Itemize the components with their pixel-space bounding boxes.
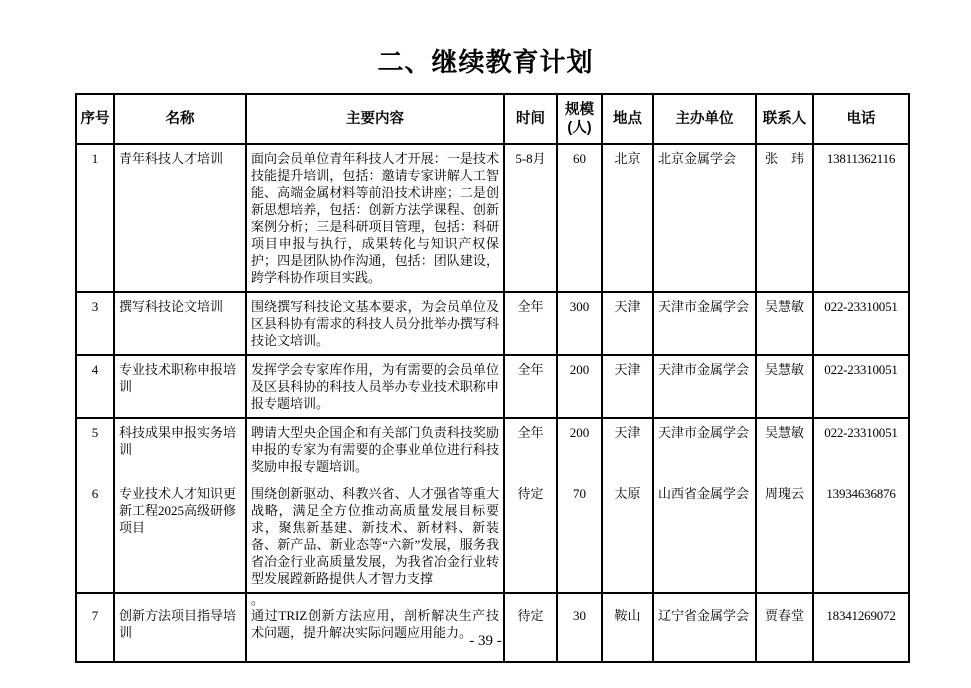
cell-name: 专业技术职称申报培训 bbox=[114, 355, 246, 418]
cell-name: 科技成果申报实务培训 bbox=[114, 418, 246, 480]
cell-contact: 贾春堂 bbox=[756, 593, 813, 662]
cell-content: 面向会员单位青年科技人才开展：一是技术技能提升培训，包括：邀请专家讲解人工智能、高端金属材料等前沿技术讲座；二是创新思想培养，包括：创新方法学课程、创新案例分析；三是科研项目管理，包括：科研项目申报与执行，成果转化与知识产权保护；四是团队协作沟通，包括：团队建设，跨学科协作项目实践。 bbox=[246, 144, 504, 292]
cell-name: 青年科技人才培训 bbox=[114, 144, 246, 292]
cell-content: 发挥学会专家库作用，为有需要的会员单位及区县科协的科技人员举办专业技术职称申报专题培训。 bbox=[246, 355, 504, 418]
cell-no: 4 bbox=[76, 355, 114, 418]
cell-content: 聘请大型央企国企和有关部门负责科技奖励申报的专家为有需要的企事业单位进行科技奖励申报专题培训。 bbox=[246, 418, 504, 480]
table-row bbox=[76, 144, 909, 292]
table-row bbox=[76, 593, 909, 662]
cell-contact: 吴慧敏 bbox=[756, 355, 813, 418]
column-header-content: 主要内容 bbox=[246, 94, 504, 144]
cell-no: 1 bbox=[76, 144, 114, 292]
table-row bbox=[76, 418, 909, 480]
cell-no: 5 bbox=[76, 418, 114, 480]
cell-organizer: 北京金属学会 bbox=[653, 144, 756, 292]
column-header-location: 地点 bbox=[602, 94, 653, 144]
column-header-name: 名称 bbox=[114, 94, 246, 144]
cell-phone: 18341269072 bbox=[813, 593, 909, 662]
cell-location: 天津 bbox=[602, 292, 653, 355]
table-row bbox=[76, 355, 909, 418]
cell-name: 撰写科技论文培训 bbox=[114, 292, 246, 355]
cell-no: 3 bbox=[76, 292, 114, 355]
cell-scale: 70 bbox=[557, 480, 602, 593]
cell-organizer: 天津市金属学会 bbox=[653, 355, 756, 418]
cell-location: 鞍山 bbox=[602, 593, 653, 662]
cell-no: 6 bbox=[76, 480, 114, 593]
cell-name: 专业技术人才知识更新工程2025高级研修项目 bbox=[114, 480, 246, 593]
cell-location: 太原 bbox=[602, 480, 653, 593]
cell-contact: 吴慧敏 bbox=[756, 418, 813, 480]
cell-scale: 300 bbox=[557, 292, 602, 355]
page-title: 二、继续教育计划 bbox=[377, 47, 594, 77]
cell-location: 天津 bbox=[602, 418, 653, 480]
education-plan-table bbox=[75, 93, 910, 663]
cell-scale: 200 bbox=[557, 418, 602, 480]
column-header-time: 时间 bbox=[504, 94, 557, 144]
table-header-row bbox=[76, 94, 909, 144]
cell-phone: 13811362116 bbox=[813, 144, 909, 292]
cell-organizer: 天津市金属学会 bbox=[653, 418, 756, 480]
cell-content: 通过TRIZ创新方法应用，剖析解决生产技术问题，提升解决实际问题应用能力。 。 bbox=[246, 593, 504, 662]
cell-content: 围绕撰写科技论文基本要求，为会员单位及区县科协有需求的科技人员分批举办撰写科技论文培训。 bbox=[246, 292, 504, 355]
cell-scale: 30 bbox=[557, 593, 602, 662]
column-header-phone: 电话 bbox=[813, 94, 909, 144]
cell-content: 围绕创新驱动、科教兴省、人才强省等重大战略，满足全方位推动高质量发展目标要求，聚焦新基建、新技术、新材料、新装备、新产品、新业态等“六新”发展，服务我省冶金行业高质量发展，为我省冶金行业转型发展蹚新路提供人才智力支撑 bbox=[246, 480, 504, 593]
column-header-contact: 联系人 bbox=[756, 94, 813, 144]
page-number: - 39 - bbox=[469, 633, 502, 649]
cell-scale: 200 bbox=[557, 355, 602, 418]
cell-organizer: 辽宁省金属学会 bbox=[653, 593, 756, 662]
cell-time: 待定 bbox=[504, 480, 557, 593]
cell-contact: 张 玮 bbox=[756, 144, 813, 292]
table-row bbox=[76, 480, 909, 593]
cell-no: 7 bbox=[76, 593, 114, 662]
cell-time: 待定 bbox=[504, 593, 557, 662]
cell-time: 全年 bbox=[504, 418, 557, 480]
cell-phone: 022-23310051 bbox=[813, 355, 909, 418]
cell-location: 天津 bbox=[602, 355, 653, 418]
cell-organizer: 天津市金属学会 bbox=[653, 292, 756, 355]
table-row bbox=[76, 292, 909, 355]
cell-phone: 022-23310051 bbox=[813, 292, 909, 355]
cell-contact: 周瑰云 bbox=[756, 480, 813, 593]
column-header-organizer: 主办单位 bbox=[653, 94, 756, 144]
overflow-period: 。 bbox=[251, 593, 265, 607]
column-header-scale: 规模 (人) bbox=[557, 94, 602, 144]
cell-phone: 13934636876 bbox=[813, 480, 909, 593]
column-header-no: 序号 bbox=[76, 94, 114, 144]
cell-time: 全年 bbox=[504, 292, 557, 355]
cell-organizer: 山西省金属学会 bbox=[653, 480, 756, 593]
cell-name: 创新方法项目指导培训 bbox=[114, 593, 246, 662]
cell-time: 全年 bbox=[504, 355, 557, 418]
cell-time: 5-8月 bbox=[504, 144, 557, 292]
cell-contact: 吴慧敏 bbox=[756, 292, 813, 355]
cell-location: 北京 bbox=[602, 144, 653, 292]
cell-scale: 60 bbox=[557, 144, 602, 292]
cell-phone: 022-23310051 bbox=[813, 418, 909, 480]
